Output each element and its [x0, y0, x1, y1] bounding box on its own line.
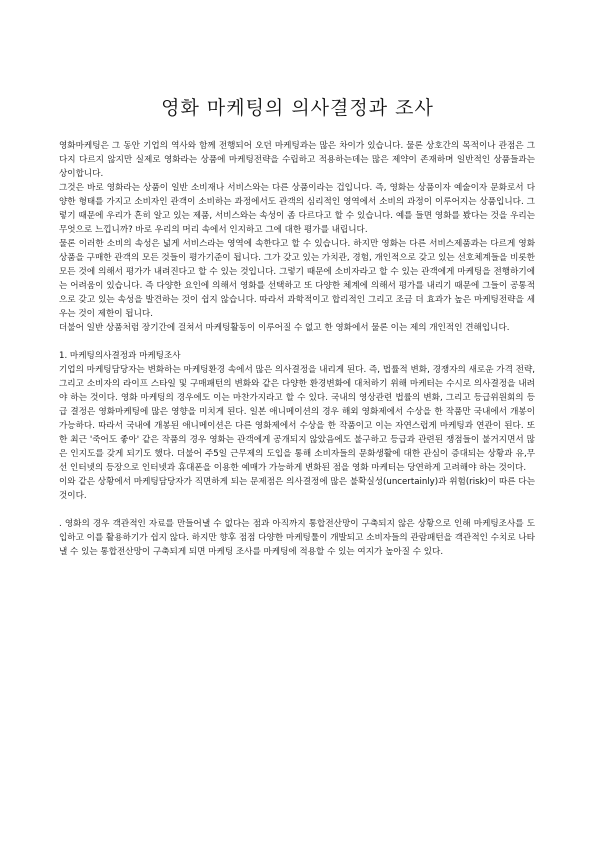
paragraph-spacer [59, 335, 535, 349]
paragraph-spacer [59, 503, 535, 517]
body-paragraph: 영화마케팅은 그 동안 기업의 역사와 함께 전행되어 오던 마케팅과는 많은 차이가 있습니다. 물론 상호간의 목적이나 관점은 그다지 다르지 않지만 실제로 영화라는 상품에 마케팅전략을 수립하고 적용하는데는 많은 제약이 존재하며 일반적인 상품들과는 상이합니다. [59, 141, 535, 179]
section-paragraph: 기업의 마케팅담당자는 변화하는 마케팅환경 속에서 많은 의사결정을 내리게 된다. 즉, 법률적 변화, 경쟁자의 새로운 가격 전략, 그리고 소비자의 라이프 스타일 및 구매패턴의 변화와 같은 다양한 환경변화에 대처하기 위해 마케터는 수시로 의사결정을 내려야 하는 것이다. 영화 마케팅의 경우에도 이는 마찬가지라고 할 수 있다. 국내의 영상관련 법률의 변화, 그리고 등급위원회의 등급 결정은 영화마케팅에 많은 영향을 미치게 된다. 일본 애니메이션의 경우 해외 영화제에서 수상을 한 작품만 국내에서 개봉이 가능하다. 따라서 국내에 개봉된 애니메이션은 다른 영화제에서 수상을 한 작품이고 이는 자연스럽게 마케팅과 연관이 된다. 또한 최근 '죽어도 좋아' 같은 작품의 경우 영화는 관객에게 공개되지 않았음에도 불구하고 등급과 관련된 쟁점들이 불거지면서 많은 인지도를 갖게 되기도 했다. 더불어 주5일 근무제의 도입을 통해 소비자들의 문화생활에 대한 관심이 증대되는 상황과 유,무선 인터넷의 등장으로 인터넷과 휴대폰을 이용한 예매가 가능하게 변화된 점을 영화 마케터는 당연하게 고려해야 하는 것이다. [59, 365, 535, 473]
document-title: 영화 마케팅의 의사결정과 조사 [161, 97, 434, 119]
section-paragraph: 이와 같은 상황에서 마케팅담당자가 직면하게 되는 문제점은 의사결정에 많은 불확실성(uncertainly)과 위험(risk)이 따른 다는 것이다. [59, 477, 535, 501]
body-paragraph: 물론 이러한 소비의 속성은 넓게 서비스라는 영역에 속한다고 할 수 있습니다. 하지만 영화는 다른 서비스제품과는 다르게 영화상품을 구매한 관객의 모든 것들이 평가기준이 됩니다. 그가 갖고 있는 가치관, 경험, 개인적으로 갖고 있는 선호체계들을 비롯한 모든 것에 의해서 평가가 내려진다고 할 수 있는 것입니다. 그렇기 때문에 소비자라고 할 수 있는 관객에게 마케팅을 전행하기에는 어려움이 있습니다. 즉 다양한 요인에 의해서 영화를 선택하고 또 다양한 체계에 의해서 평가를 내리기 때문에 그들이 공통적으로 갖고 있는 속성을 발견하는 것이 쉽지 않습니다. 따라서 과학적이고 합리적인 그리고 조금 더 효과가 높은 마케팅전략을 세우는 것이 제한이 됩니다. [59, 239, 535, 319]
document-body [59, 139, 535, 559]
body-paragraph: 더불어 일반 상품처럼 장기간에 걸쳐서 마케팅활동이 이루어질 수 없고 한 영화에서 물론 이는 제의 개인적인 견해입니다. [59, 323, 510, 333]
section-heading: 1. 마케팅의사결정과 마케팅조사 [59, 351, 181, 361]
body-paragraph: 그것은 바로 영화라는 상품이 일반 소비재나 서비스와는 다른 상품이라는 겁입니다. 즉, 영화는 상품이자 예술이자 문화로서 다양한 형태를 가지고 소비자인 관객이 소비하는 과정에서도 관객의 심리적인 영역에서 소비의 과정이 이루어지는 상품입니다. 그렇기 때문에 우리가 흔히 알고 있는 제품, 서비스와는 속성이 좀 다르다고 할 수 있습니다. 예를 들면 영화를 봤다는 것을 우리는 무엇으로 느낍니까? 바로 우리의 머리 속에서 인지하고 그에 대한 평가를 내립니다. [59, 183, 535, 235]
closing-paragraph: . 영화의 경우 객관적인 자료를 만들어낼 수 없다는 점과 아직까지 통합전산망이 구축되지 않은 상황으로 인해 마케팅조사를 도입하고 이를 활용하기가 쉽지 않다. 하지만 향후 점점 다양한 마케팅툴이 개발되고 소비자들의 관람패턴을 객관적인 수치로 나타낼 수 있는 통합전산망이 구축되게 되면 마케팅 조사를 마케팅에 적용할 수 있는 여지가 높아질 수 있다. [59, 519, 535, 557]
